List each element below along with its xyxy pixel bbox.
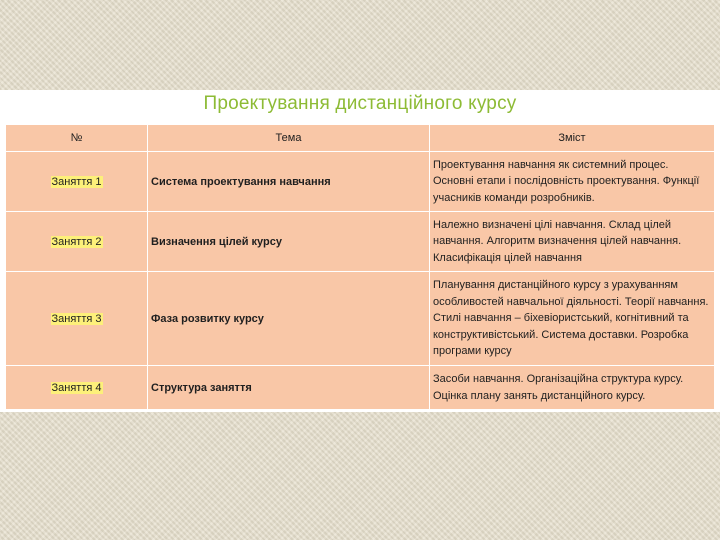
table-row bbox=[6, 212, 715, 272]
header-topic: Тема bbox=[148, 125, 430, 152]
lesson-cell bbox=[6, 272, 148, 366]
topic-cell: Система проектування навчання bbox=[148, 152, 430, 212]
lesson-label: Заняття 3 bbox=[51, 312, 102, 325]
content-cell: Планування дистанційного курсу з урахуванням особливостей навчальної діяльності. Теорії навчання. Стилі навчання – біхевіористський, когнітивний та конструктивістський. Система доставки. Розробка програми курсу bbox=[430, 272, 715, 366]
lesson-label: Заняття 4 bbox=[51, 381, 102, 394]
header-content: Зміст bbox=[430, 125, 715, 152]
lesson-label: Заняття 1 bbox=[51, 175, 102, 188]
topic-cell: Структура заняття bbox=[148, 366, 430, 410]
lesson-cell bbox=[6, 366, 148, 410]
table-row bbox=[6, 366, 715, 410]
table-row bbox=[6, 272, 715, 366]
topic-cell: Визначення цілей курсу bbox=[148, 212, 430, 272]
header-number: № bbox=[6, 125, 148, 152]
content-cell: Належно визначені цілі навчання. Склад цілей навчання. Алгоритм визначення цілей навчання. Класифікація цілей навчання bbox=[430, 212, 715, 272]
lesson-cell bbox=[6, 152, 148, 212]
slide-title: Проектування дистанційного курсу bbox=[203, 93, 517, 114]
lesson-cell bbox=[6, 212, 148, 272]
slide bbox=[0, 90, 720, 412]
table-header-row bbox=[6, 125, 715, 152]
table-row bbox=[6, 152, 715, 212]
content-cell: Засоби навчання. Організаційна структура курсу. Оцінка плану занять дистанційного курсу. bbox=[430, 366, 715, 410]
topic-cell: Фаза розвитку курсу bbox=[148, 272, 430, 366]
course-table bbox=[5, 124, 715, 410]
content-cell: Проектування навчання як системний процес. Основні етапи і послідовність проектування. Функції учасників команди розробників. bbox=[430, 152, 715, 212]
lesson-label: Заняття 2 bbox=[51, 235, 102, 248]
